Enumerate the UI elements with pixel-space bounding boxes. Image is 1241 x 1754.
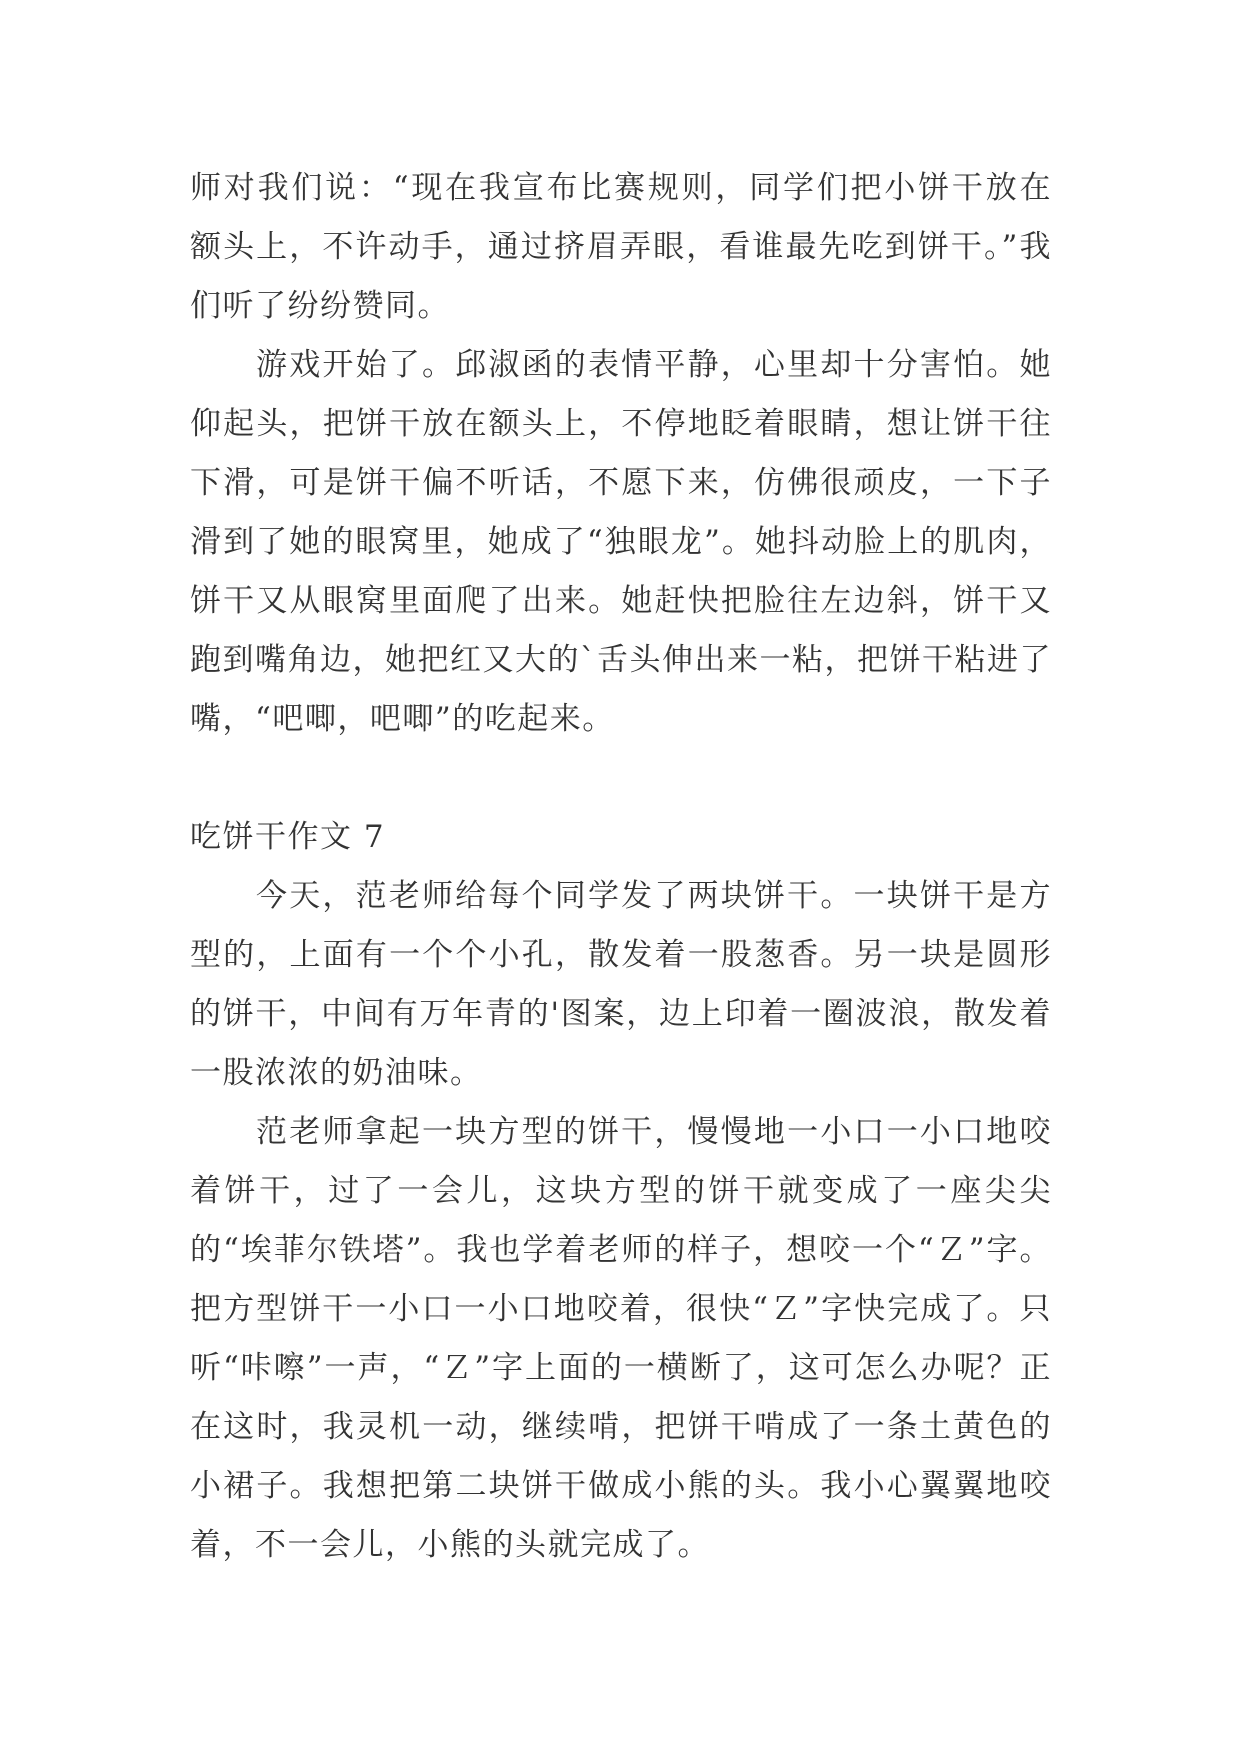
document-body [190, 159, 1052, 1575]
section-title: 吃饼干作文 7 [190, 819, 386, 855]
paragraph-game-description: 游戏开始了。邱淑函的表情平静，心里却十分害怕。她仰起头，把饼干放在额头上，不停地眨着眼睛，想让饼干往下滑，可是饼干偏不听话，不愿下来，仿佛很顽皮，一下子滑到了她的眼窝里，她成了“独眼龙”。她抖动脸上的肌肉，饼干又从眼窝里面爬了出来。她赶快把脸往左边斜，饼干又跑到嘴角边，她把红又大的`舌头伸出来一粘，把饼干粘进了嘴，“吧唧，吧唧”的吃起来。 [190, 347, 1052, 737]
paragraph-continuation: 师对我们说：“现在我宣布比赛规则，同学们把小饼干放在额头上，不许动手，通过挤眉弄眼，看谁最先吃到饼干。”我们听了纷纷赞同。 [190, 170, 1052, 324]
paragraph-biscuit-shaping: 范老师拿起一块方型的饼干，慢慢地一小口一小口地咬着饼干，过了一会儿，这块方型的饼干就变成了一座尖尖的“埃菲尔铁塔”。我也学着老师的样子，想咬一个“Ｚ”字。把方型饼干一小口一小口地咬着，很快“Ｚ”字快完成了。只听“咔嚓”一声，“Ｚ”字上面的一横断了，这可怎么办呢？正在这时，我灵机一动，继续啃，把饼干啃成了一条土黄色的小裙子。我想把第二块饼干做成小熊的头。我小心翼翼地咬着，不一会儿，小熊的头就完成了。 [190, 1114, 1052, 1563]
paragraph-biscuit-description: 今天，范老师给每个同学发了两块饼干。一块饼干是方型的，上面有一个个小孔，散发着一股葱香。另一块是圆形的饼干，中间有万年青的'图案，边上印着一圈波浪，散发着一股浓浓的奶油味。 [190, 878, 1052, 1091]
